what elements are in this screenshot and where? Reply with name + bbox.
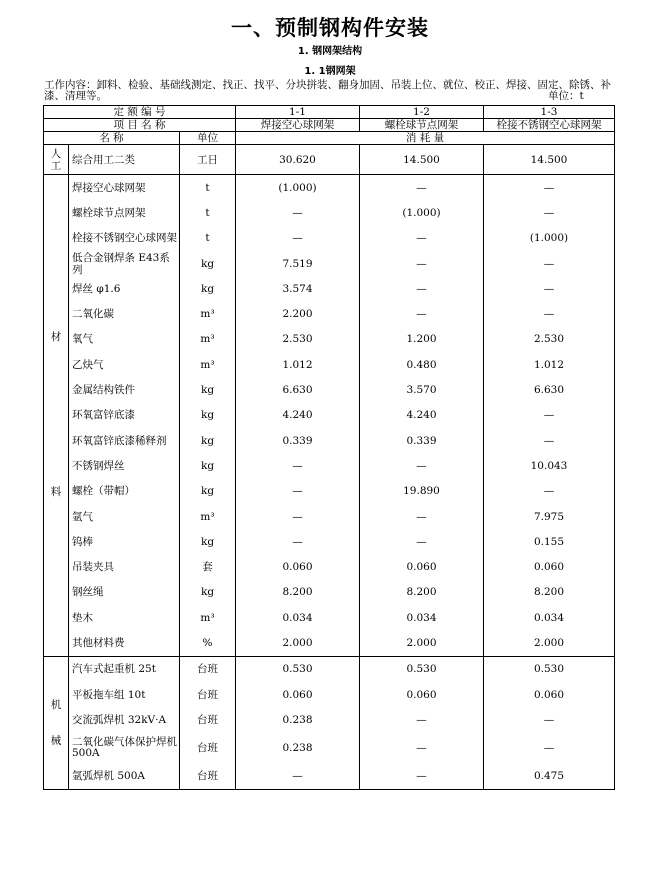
value-cell: —	[484, 175, 615, 201]
value-cell: 1.200	[360, 327, 484, 352]
table-row	[44, 504, 615, 529]
item-name: 环氧富锌底漆	[69, 403, 180, 428]
value-cell: 4.240	[236, 403, 360, 428]
table-row	[44, 733, 615, 764]
value-cell: —	[484, 733, 615, 764]
value-cell: 1.012	[484, 352, 615, 377]
item-name: 交流弧焊机 32kV·A	[69, 707, 180, 732]
item-name: 平板拖车组 10t	[69, 682, 180, 707]
value-cell: 3.574	[236, 276, 360, 301]
value-cell: 0.339	[360, 428, 484, 453]
value-cell: 4.240	[360, 403, 484, 428]
unit-column-label: 单位	[180, 132, 236, 145]
category-cell	[44, 175, 69, 657]
table-row	[44, 175, 615, 201]
category-label: 人工	[50, 147, 62, 172]
consume-label: 消 耗 量	[236, 132, 615, 145]
table-row	[44, 605, 615, 630]
value-cell: —	[360, 764, 484, 790]
value-cell: —	[236, 226, 360, 251]
item-name: 金属结构铁件	[69, 377, 180, 402]
item-name: 钢丝绳	[69, 580, 180, 605]
value-cell: 0.530	[360, 656, 484, 682]
table-row	[44, 764, 615, 790]
value-cell: 8.200	[360, 580, 484, 605]
item-name: 氧气	[69, 327, 180, 352]
item-name: 其他材料费	[69, 630, 180, 656]
value-cell: —	[360, 504, 484, 529]
item-name: 二氧化碳气体保护焊机 500A	[69, 733, 180, 764]
value-cell: 1.012	[236, 352, 360, 377]
value-cell: 8.200	[236, 580, 360, 605]
value-cell: 0.155	[484, 529, 615, 554]
value-cell: —	[484, 428, 615, 453]
value-cell: 0.060	[236, 682, 360, 707]
item-name: 吊装夹具	[69, 554, 180, 579]
value-cell: 6.630	[484, 377, 615, 402]
item-unit: m³	[180, 327, 236, 352]
item-unit: 台班	[180, 707, 236, 732]
table-row	[44, 630, 615, 656]
value-cell: (1.000)	[484, 226, 615, 251]
item-name: 焊丝 φ1.6	[69, 276, 180, 301]
value-cell: —	[360, 251, 484, 276]
item-unit: m³	[180, 504, 236, 529]
item-unit: kg	[180, 529, 236, 554]
item-name: 氩弧焊机 500A	[69, 764, 180, 790]
item-unit: kg	[180, 403, 236, 428]
page-title: 一、预制钢构件安装	[231, 16, 429, 40]
value-cell: 7.519	[236, 251, 360, 276]
table-row	[44, 226, 615, 251]
table-row	[44, 554, 615, 579]
table-row	[44, 251, 615, 276]
value-cell: —	[236, 200, 360, 225]
value-cell: 0.475	[484, 764, 615, 790]
value-cell: —	[360, 226, 484, 251]
value-cell: —	[236, 504, 360, 529]
item-unit: 套	[180, 554, 236, 579]
value-cell: —	[360, 733, 484, 764]
category-label: 机械	[50, 698, 62, 747]
table-row	[44, 377, 615, 402]
category-cell	[44, 145, 69, 175]
table-row	[44, 276, 615, 301]
item-unit: kg	[180, 377, 236, 402]
item-unit: t	[180, 200, 236, 225]
value-cell: 8.200	[484, 580, 615, 605]
table-row	[44, 529, 615, 554]
value-cell: 7.975	[484, 504, 615, 529]
item-unit: 台班	[180, 682, 236, 707]
item-name: 低合金钢焊条 E43系列	[69, 251, 180, 276]
value-cell: 0.034	[236, 605, 360, 630]
table-row	[44, 656, 615, 682]
value-cell: —	[236, 764, 360, 790]
value-cell: —	[236, 479, 360, 504]
value-cell: —	[484, 707, 615, 732]
column-header-row	[44, 132, 615, 145]
code-3: 1-3	[484, 106, 615, 119]
value-cell: (1.000)	[360, 200, 484, 225]
value-cell: —	[360, 276, 484, 301]
item-unit: kg	[180, 479, 236, 504]
item-name: 综合用工二类	[69, 145, 180, 175]
section-title: 1. 钢网架结构	[297, 46, 363, 57]
value-cell: 0.480	[360, 352, 484, 377]
value-cell: —	[236, 453, 360, 478]
table-row	[44, 352, 615, 377]
item-name: 螺栓（带帽）	[69, 479, 180, 504]
value-cell: 0.060	[484, 682, 615, 707]
item-label: 项 目 名 称	[44, 119, 236, 132]
value-cell: 0.034	[484, 605, 615, 630]
item-unit: kg	[180, 428, 236, 453]
value-cell: —	[360, 301, 484, 326]
value-cell: 10.043	[484, 453, 615, 478]
value-cell: 2.200	[236, 301, 360, 326]
value-cell: —	[484, 403, 615, 428]
value-cell: —	[484, 200, 615, 225]
item-unit: t	[180, 175, 236, 201]
table-row	[44, 327, 615, 352]
value-cell: 0.060	[484, 554, 615, 579]
table-row	[44, 707, 615, 732]
item-name: 螺栓球节点网架	[69, 200, 180, 225]
value-cell: 2.000	[360, 630, 484, 656]
table-row	[44, 403, 615, 428]
item-unit: m³	[180, 605, 236, 630]
category-label: 材料	[50, 331, 62, 499]
item-unit: t	[180, 226, 236, 251]
value-cell: —	[484, 301, 615, 326]
subsection-title: 1. 1钢网架	[304, 66, 356, 77]
item-name: 垫木	[69, 605, 180, 630]
name-label: 名 称	[44, 132, 180, 145]
item-unit: kg	[180, 276, 236, 301]
value-cell: (1.000)	[236, 175, 360, 201]
code-label: 定 额 编 号	[44, 106, 236, 119]
table-row	[44, 301, 615, 326]
item-unit: m³	[180, 352, 236, 377]
value-cell: 0.238	[236, 733, 360, 764]
value-cell: 6.630	[236, 377, 360, 402]
item-2: 螺栓球节点网架	[360, 119, 484, 132]
item-1: 焊接空心球网架	[236, 119, 360, 132]
value-cell: —	[236, 529, 360, 554]
value-cell: 0.060	[360, 682, 484, 707]
table-row	[44, 580, 615, 605]
item-unit: kg	[180, 580, 236, 605]
item-unit: 台班	[180, 656, 236, 682]
item-name: 二氧化碳	[69, 301, 180, 326]
value-cell: —	[360, 175, 484, 201]
item-name: 氩气	[69, 504, 180, 529]
value-cell: 19.890	[360, 479, 484, 504]
item-unit: kg	[180, 251, 236, 276]
value-cell: 0.060	[236, 554, 360, 579]
item-name: 汽车式起重机 25t	[69, 656, 180, 682]
code-1: 1-1	[236, 106, 360, 119]
item-unit: 台班	[180, 764, 236, 790]
value-cell: 14.500	[360, 145, 484, 175]
value-cell: —	[484, 251, 615, 276]
item-name: 钨棒	[69, 529, 180, 554]
table-row	[44, 479, 615, 504]
item-name: 焊接空心球网架	[69, 175, 180, 201]
table-row	[44, 682, 615, 707]
item-unit: m³	[180, 301, 236, 326]
code-2: 1-2	[360, 106, 484, 119]
value-cell: —	[360, 453, 484, 478]
value-cell: 2.530	[484, 327, 615, 352]
quota-table	[43, 105, 615, 790]
value-cell: 0.034	[360, 605, 484, 630]
table-row	[44, 453, 615, 478]
value-cell: 2.530	[236, 327, 360, 352]
item-unit: kg	[180, 453, 236, 478]
value-cell: —	[360, 529, 484, 554]
value-cell: 0.238	[236, 707, 360, 732]
code-row	[44, 106, 615, 119]
value-cell: —	[360, 707, 484, 732]
value-cell: 0.530	[484, 656, 615, 682]
unit-label: 单位：t	[548, 90, 584, 102]
value-cell: 0.060	[360, 554, 484, 579]
value-cell: 30.620	[236, 145, 360, 175]
value-cell: 2.000	[484, 630, 615, 656]
work-content: 工作内容：卸料、检验、基础线测定、找正、找平、分块拼装、翻身加固、吊装上位、就位、校正、焊接、固定、除锈、补漆、清理等。	[44, 79, 611, 102]
value-cell: —	[484, 276, 615, 301]
table-row	[44, 200, 615, 225]
category-cell	[44, 656, 69, 789]
value-cell: 0.530	[236, 656, 360, 682]
value-cell: 0.339	[236, 428, 360, 453]
value-cell: 14.500	[484, 145, 615, 175]
item-unit: %	[180, 630, 236, 656]
value-cell: 3.570	[360, 377, 484, 402]
value-cell: —	[484, 479, 615, 504]
table-row	[44, 145, 615, 175]
item-name: 栓接不锈钢空心球网架	[69, 226, 180, 251]
item-name: 乙炔气	[69, 352, 180, 377]
item-3: 栓接不锈钢空心球网架	[484, 119, 615, 132]
item-unit: 工日	[180, 145, 236, 175]
item-row	[44, 119, 615, 132]
value-cell: 2.000	[236, 630, 360, 656]
table-row	[44, 428, 615, 453]
item-unit: 台班	[180, 733, 236, 764]
item-name: 不锈钢焊丝	[69, 453, 180, 478]
item-name: 环氧富锌底漆稀释剂	[69, 428, 180, 453]
